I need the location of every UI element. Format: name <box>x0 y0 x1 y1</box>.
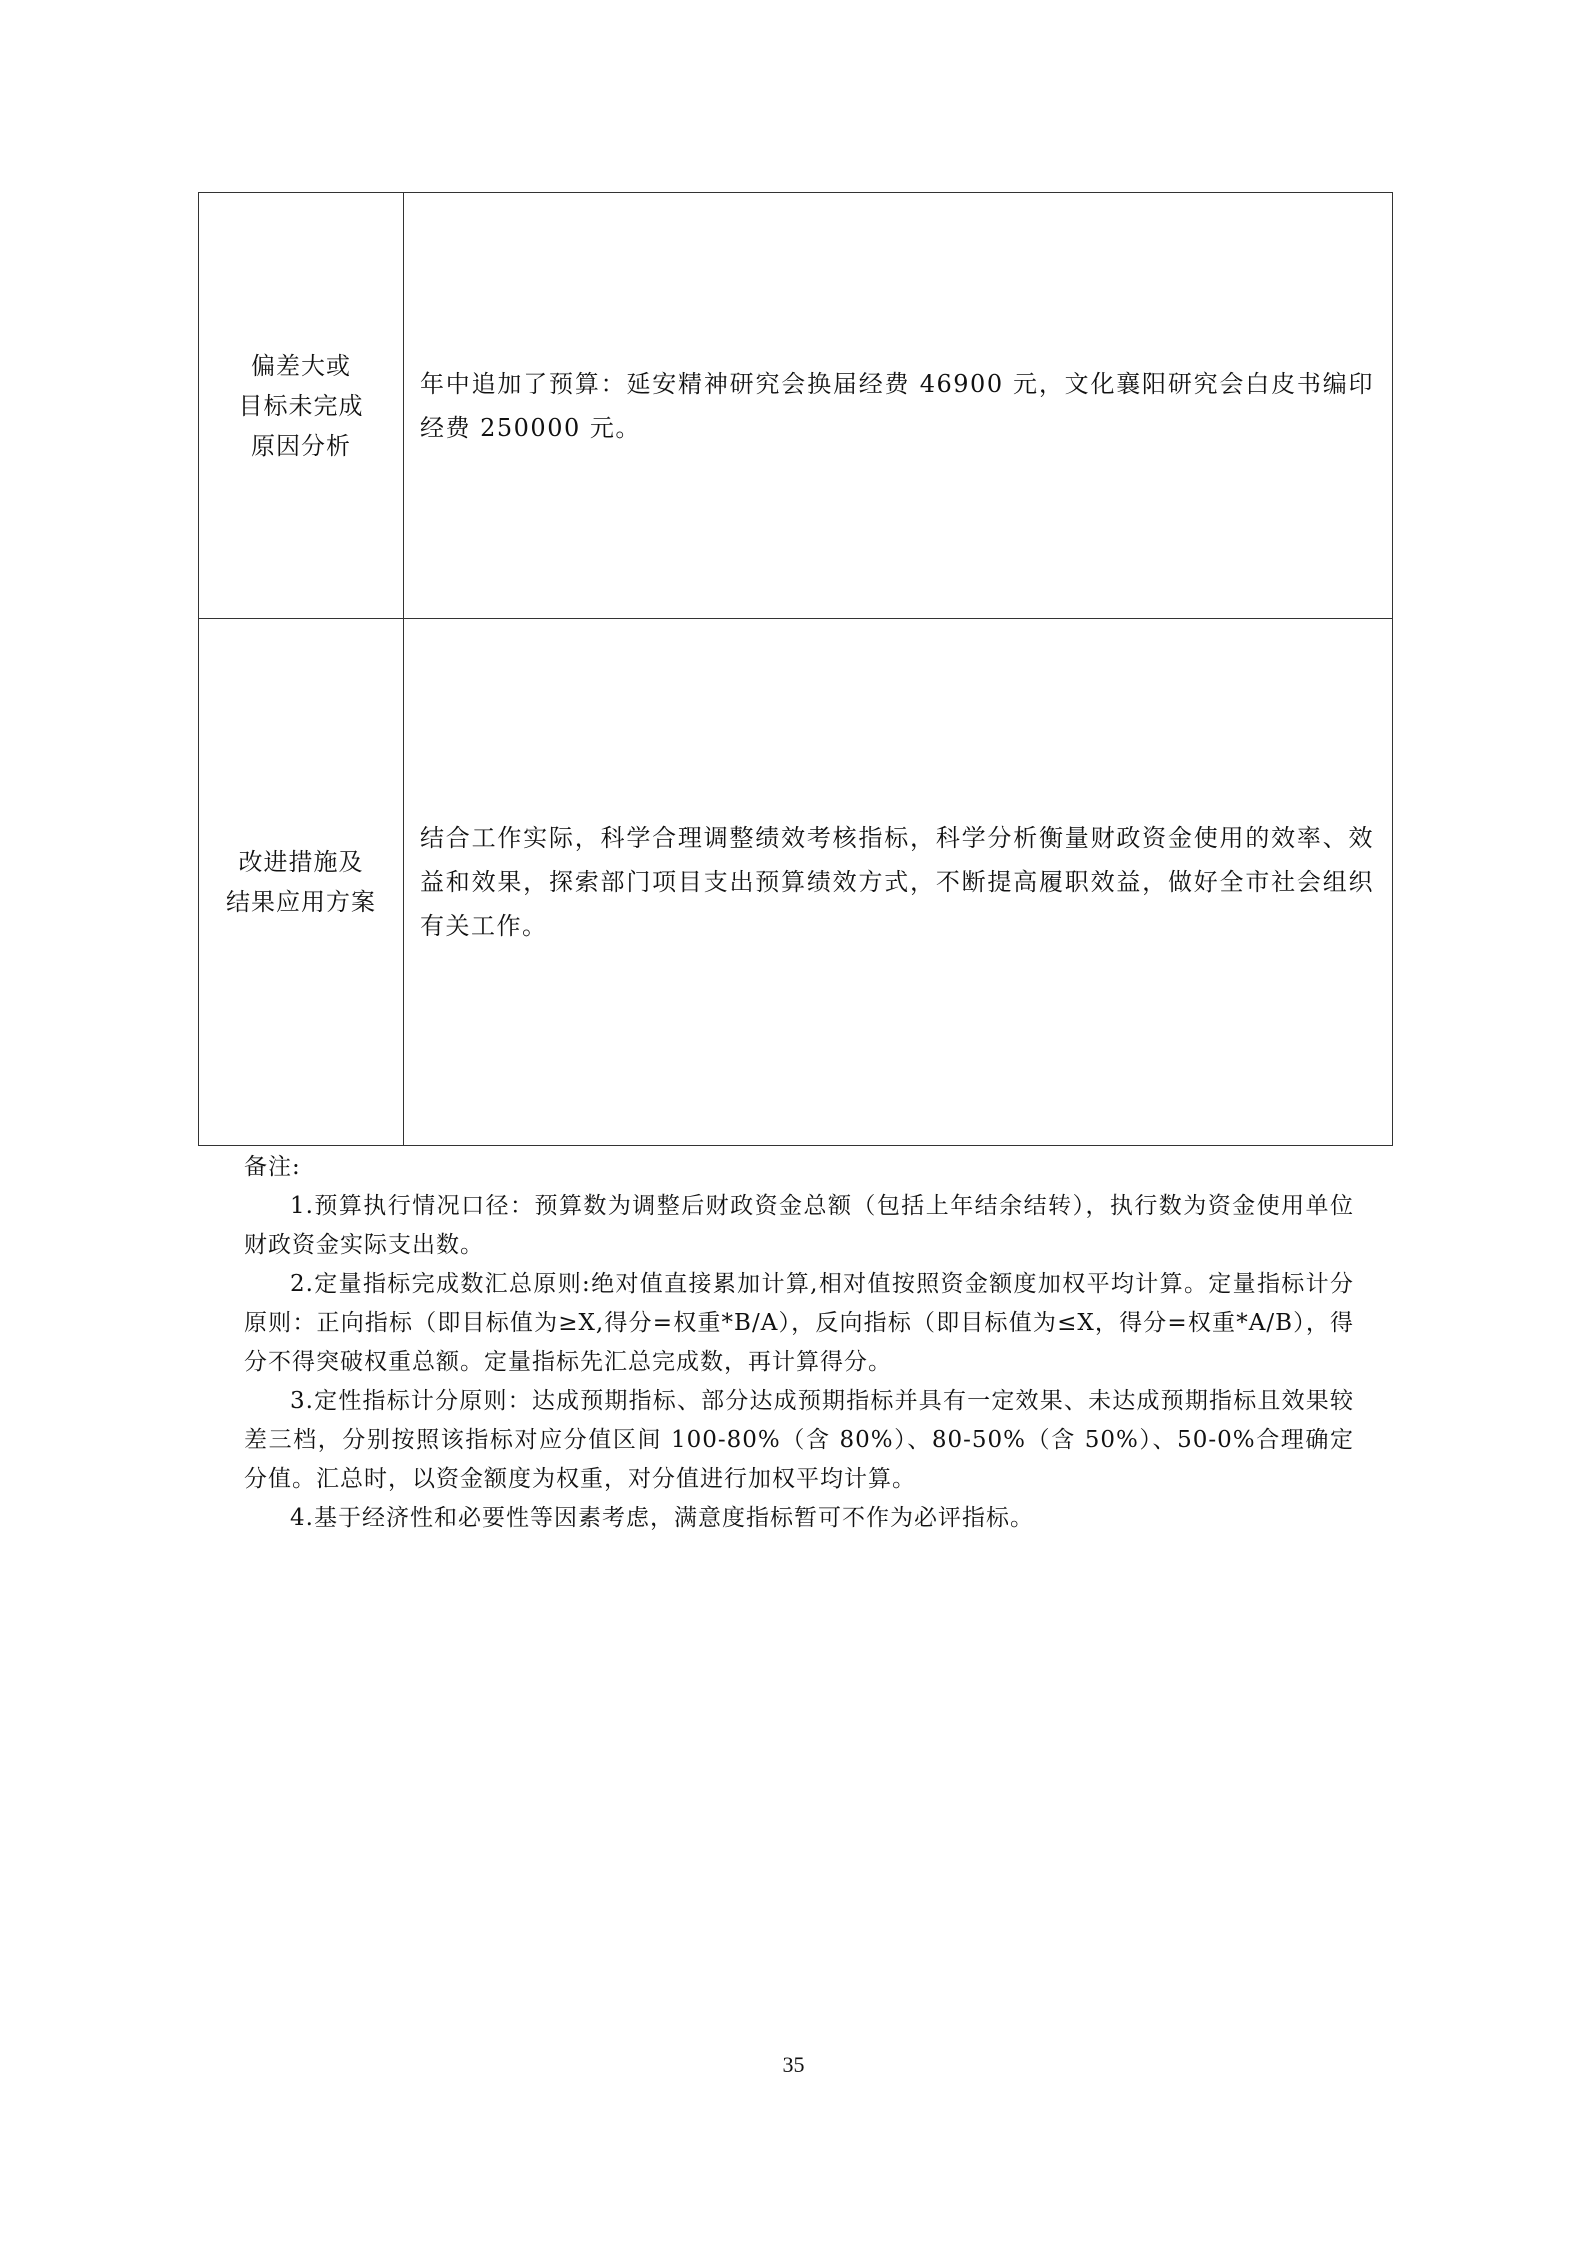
table-row-improvement <box>199 619 1393 1146</box>
label-line: 偏差大或 <box>251 351 351 380</box>
label-line: 结果应用方案 <box>226 888 376 916</box>
page-number: 35 <box>782 2052 805 2077</box>
note-item: 4.基于经济性和必要性等因素考虑，满意度指标暂可不作为必评指标。 <box>290 1505 1034 1531</box>
label-line: 目标未完成 <box>238 391 364 420</box>
deviation-content-cell: 年中追加了预算：延安精神研究会换届经费 46900 元，文化襄阳研究会白皮书编印经费 250000 元。 <box>404 193 1393 619</box>
improvement-label-cell <box>199 619 404 1146</box>
label-line: 原因分析 <box>251 431 351 460</box>
improvement-content-cell: 结合工作实际，科学合理调整绩效考核指标，科学分析衡量财政资金使用的效率、效益和效果，探索部门项目支出预算绩效方式，不断提高履职效益，做好全市社会组织有关工作。 <box>404 619 1393 1146</box>
note-item: 3.定性指标计分原则：达成预期指标、部分达成预期指标并具有一定效果、未达成预期指标且效果较差三档，分别按照该指标对应分值区间 100-80%（含 80%）、80-50%（含 50%）、50-0%合理确定分值。汇总时，以资金额度为权重，对分值进行加权平均计算。 <box>244 1388 1354 1492</box>
note-item: 2.定量指标完成数汇总原则:绝对值直接累加计算,相对值按照资金额度加权平均计算。定量指标计分原则：正向指标（即目标值为≥X,得分=权重*B/A），反向指标（即目标值为≤X，得分=权重*A/B），得分不得突破权重总额。定量指标先汇总完成数，再计算得分。 <box>244 1271 1354 1375</box>
deviation-label-cell <box>199 193 404 619</box>
performance-table <box>198 192 1393 1146</box>
notes-section <box>244 1148 1354 1538</box>
table-row-deviation <box>199 193 1393 619</box>
label-line: 改进措施及 <box>238 848 364 876</box>
notes-title: 备注: <box>244 1154 301 1180</box>
note-item: 1.预算执行情况口径：预算数为调整后财政资金总额（包括上年结余结转），执行数为资金使用单位财政资金实际支出数。 <box>244 1193 1354 1258</box>
